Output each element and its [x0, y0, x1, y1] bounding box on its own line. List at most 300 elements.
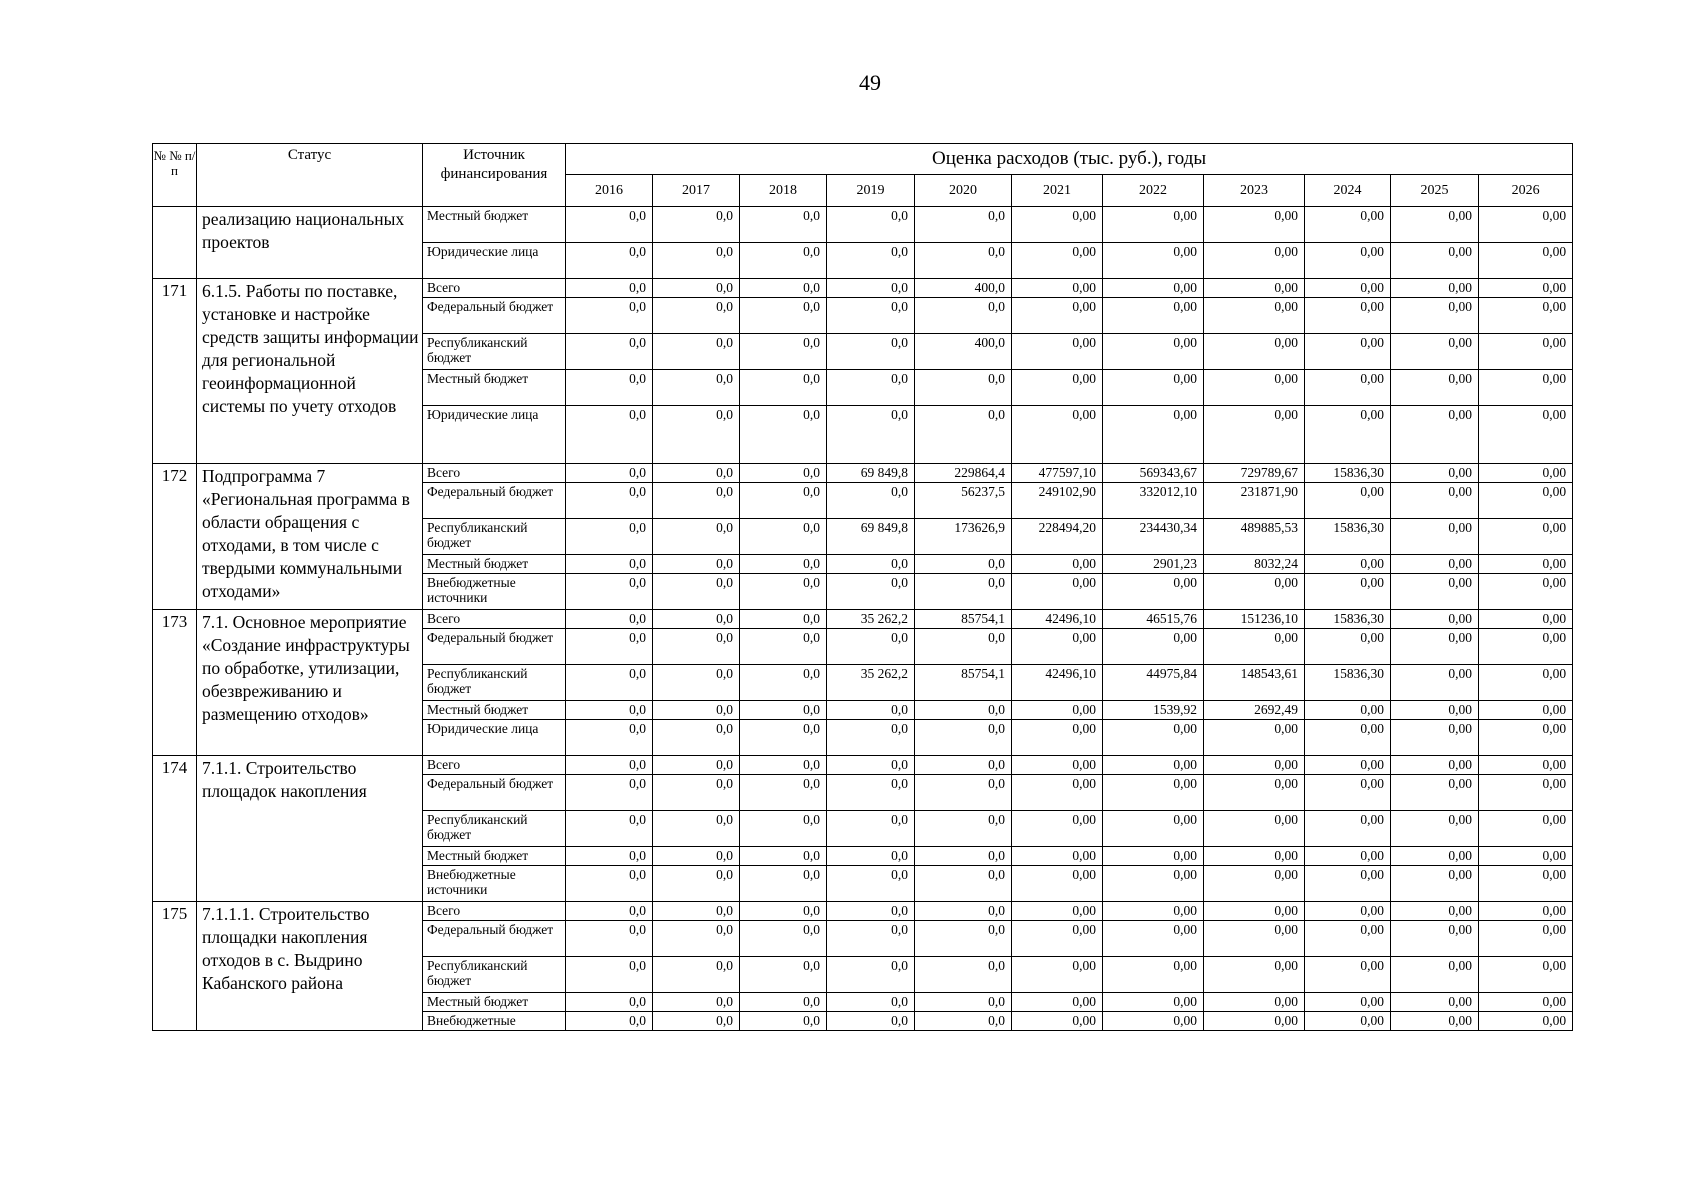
value-cell: 42496,10 [1012, 665, 1103, 701]
value-cell: 0,0 [653, 629, 740, 665]
value-cell: 0,00 [1391, 406, 1479, 464]
value-cell: 0,00 [1204, 957, 1305, 993]
value-cell: 0,00 [1305, 993, 1391, 1012]
table-row [153, 207, 1573, 243]
value-cell: 0,00 [1103, 298, 1204, 334]
value-cell: 0,0 [653, 701, 740, 720]
source-cell: Федеральный бюджет [423, 483, 566, 519]
header-source: Источник финансирования [423, 144, 566, 207]
value-cell: 0,00 [1305, 370, 1391, 406]
source-cell: Всего [423, 902, 566, 921]
table-row [153, 610, 1573, 629]
value-cell: 0,0 [653, 334, 740, 370]
value-cell: 0,00 [1391, 629, 1479, 665]
value-cell: 0,00 [1204, 298, 1305, 334]
value-cell: 0,00 [1479, 756, 1573, 775]
value-cell: 0,00 [1391, 847, 1479, 866]
value-cell: 0,0 [827, 993, 915, 1012]
value-cell: 0,00 [1012, 811, 1103, 847]
value-cell: 231871,90 [1204, 483, 1305, 519]
header-year: 2017 [653, 175, 740, 207]
row-number: 172 [153, 464, 197, 610]
source-cell: Республиканский бюджет [423, 334, 566, 370]
value-cell: 15836,30 [1305, 519, 1391, 555]
source-cell: Республиканский бюджет [423, 665, 566, 701]
value-cell: 0,00 [1204, 775, 1305, 811]
value-cell: 0,00 [1012, 921, 1103, 957]
value-cell: 0,00 [1305, 847, 1391, 866]
value-cell: 0,0 [566, 775, 653, 811]
source-cell: Федеральный бюджет [423, 298, 566, 334]
value-cell: 0,00 [1391, 519, 1479, 555]
value-cell: 0,0 [653, 243, 740, 279]
page-number: 49 [859, 70, 881, 95]
row-number: 174 [153, 756, 197, 902]
value-cell: 0,0 [566, 406, 653, 464]
status-cell: реализацию национальных проектов [197, 207, 423, 279]
value-cell: 0,00 [1305, 406, 1391, 464]
value-cell: 0,0 [740, 811, 827, 847]
value-cell: 0,00 [1103, 775, 1204, 811]
value-cell: 0,00 [1305, 720, 1391, 756]
value-cell: 0,00 [1305, 866, 1391, 902]
value-cell: 0,00 [1305, 298, 1391, 334]
value-cell: 0,0 [740, 243, 827, 279]
value-cell: 0,0 [566, 279, 653, 298]
value-cell: 0,00 [1479, 902, 1573, 921]
value-cell: 0,00 [1204, 334, 1305, 370]
source-cell: Всего [423, 756, 566, 775]
value-cell: 0,0 [740, 866, 827, 902]
value-cell: 477597,10 [1012, 464, 1103, 483]
value-cell: 0,0 [566, 298, 653, 334]
value-cell: 0,00 [1391, 866, 1479, 902]
value-cell: 0,00 [1204, 243, 1305, 279]
value-cell: 0,00 [1391, 279, 1479, 298]
source-cell: Внебюджетные [423, 1012, 566, 1031]
value-cell: 0,00 [1479, 207, 1573, 243]
value-cell: 0,00 [1305, 243, 1391, 279]
value-cell: 0,0 [915, 993, 1012, 1012]
value-cell: 0,0 [827, 629, 915, 665]
value-cell: 0,00 [1479, 483, 1573, 519]
value-cell: 0,00 [1103, 279, 1204, 298]
source-cell: Местный бюджет [423, 207, 566, 243]
value-cell: 0,0 [740, 665, 827, 701]
value-cell: 0,00 [1012, 406, 1103, 464]
value-cell: 0,00 [1204, 847, 1305, 866]
value-cell: 0,00 [1479, 775, 1573, 811]
value-cell: 0,00 [1391, 610, 1479, 629]
value-cell: 0,00 [1305, 334, 1391, 370]
value-cell: 0,00 [1103, 921, 1204, 957]
table-row [153, 902, 1573, 921]
value-cell: 0,00 [1479, 847, 1573, 866]
value-cell: 0,00 [1012, 555, 1103, 574]
value-cell: 0,00 [1479, 370, 1573, 406]
value-cell: 0,0 [740, 555, 827, 574]
value-cell: 0,00 [1479, 298, 1573, 334]
value-cell: 0,00 [1305, 483, 1391, 519]
value-cell: 0,00 [1204, 756, 1305, 775]
value-cell: 0,0 [566, 555, 653, 574]
value-cell: 0,0 [915, 298, 1012, 334]
value-cell: 0,0 [827, 483, 915, 519]
value-cell: 0,00 [1391, 902, 1479, 921]
value-cell: 2901,23 [1103, 555, 1204, 574]
header-expenses: Оценка расходов (тыс. руб.), годы [566, 144, 1573, 175]
value-cell: 0,0 [915, 406, 1012, 464]
value-cell: 0,0 [566, 921, 653, 957]
value-cell: 0,0 [827, 334, 915, 370]
value-cell: 0,0 [740, 298, 827, 334]
value-cell: 0,0 [653, 720, 740, 756]
value-cell: 0,0 [740, 756, 827, 775]
value-cell: 0,0 [740, 701, 827, 720]
value-cell: 42496,10 [1012, 610, 1103, 629]
row-number: 171 [153, 279, 197, 464]
value-cell: 0,0 [827, 902, 915, 921]
value-cell: 0,00 [1479, 243, 1573, 279]
value-cell: 0,0 [827, 701, 915, 720]
value-cell: 0,0 [740, 483, 827, 519]
value-cell: 0,00 [1391, 243, 1479, 279]
value-cell: 0,00 [1305, 811, 1391, 847]
value-cell: 0,0 [915, 921, 1012, 957]
value-cell: 0,0 [915, 1012, 1012, 1031]
value-cell: 0,00 [1479, 720, 1573, 756]
value-cell: 0,00 [1103, 902, 1204, 921]
header-year: 2024 [1305, 175, 1391, 207]
value-cell: 0,00 [1479, 665, 1573, 701]
status-cell: 7.1.1. Строительство площадок накопления [197, 756, 423, 902]
value-cell: 0,0 [915, 847, 1012, 866]
value-cell: 0,00 [1012, 279, 1103, 298]
value-cell: 0,0 [566, 243, 653, 279]
value-cell: 0,00 [1305, 629, 1391, 665]
status-cell: 7.1.1.1. Строительство площадки накопления отходов в с. Выдрино Кабанского района [197, 902, 423, 1031]
value-cell: 0,00 [1012, 902, 1103, 921]
header-year: 2025 [1391, 175, 1479, 207]
value-cell: 0,00 [1103, 1012, 1204, 1031]
row-number: 175 [153, 902, 197, 1031]
value-cell: 0,0 [740, 279, 827, 298]
value-cell: 0,0 [566, 993, 653, 1012]
value-cell: 0,0 [827, 298, 915, 334]
header-year: 2021 [1012, 175, 1103, 207]
table-row [153, 464, 1573, 483]
source-cell: Местный бюджет [423, 555, 566, 574]
value-cell: 0,00 [1103, 207, 1204, 243]
value-cell: 0,00 [1479, 574, 1573, 610]
source-cell: Внебюджетные источники [423, 574, 566, 610]
value-cell: 0,0 [915, 243, 1012, 279]
source-cell: Внебюджетные источники [423, 866, 566, 902]
value-cell: 0,0 [827, 279, 915, 298]
value-cell: 0,00 [1391, 464, 1479, 483]
value-cell: 0,00 [1204, 574, 1305, 610]
value-cell: 1539,92 [1103, 701, 1204, 720]
source-cell: Республиканский бюджет [423, 519, 566, 555]
status-cell: Подпрограмма 7 «Региональная программа в области обращения с отходами, в том числе с твердыми коммунальными отходами» [197, 464, 423, 610]
value-cell: 0,0 [566, 902, 653, 921]
header-year: 2020 [915, 175, 1012, 207]
value-cell: 0,0 [827, 775, 915, 811]
value-cell: 0,0 [566, 957, 653, 993]
value-cell: 0,00 [1103, 720, 1204, 756]
header-year: 2018 [740, 175, 827, 207]
header-number: № № п/п [153, 144, 197, 207]
value-cell: 46515,76 [1103, 610, 1204, 629]
value-cell: 0,0 [915, 775, 1012, 811]
value-cell: 0,0 [915, 902, 1012, 921]
value-cell: 0,00 [1103, 847, 1204, 866]
value-cell: 0,00 [1391, 811, 1479, 847]
value-cell: 85754,1 [915, 610, 1012, 629]
value-cell: 0,00 [1305, 555, 1391, 574]
value-cell: 0,0 [566, 701, 653, 720]
value-cell: 0,00 [1391, 921, 1479, 957]
value-cell: 0,00 [1012, 701, 1103, 720]
value-cell: 569343,67 [1103, 464, 1204, 483]
value-cell: 0,0 [653, 207, 740, 243]
header-year: 2023 [1204, 175, 1305, 207]
value-cell: 0,0 [653, 464, 740, 483]
value-cell: 0,00 [1305, 756, 1391, 775]
source-cell: Юридические лица [423, 243, 566, 279]
value-cell: 0,0 [566, 1012, 653, 1031]
value-cell: 0,00 [1305, 279, 1391, 298]
value-cell: 148543,61 [1204, 665, 1305, 701]
value-cell: 0,0 [653, 1012, 740, 1031]
value-cell: 0,0 [653, 555, 740, 574]
value-cell: 0,0 [740, 334, 827, 370]
value-cell: 0,00 [1204, 921, 1305, 957]
table-body [153, 207, 1573, 1031]
value-cell: 0,0 [915, 866, 1012, 902]
value-cell: 0,0 [740, 720, 827, 756]
source-cell: Всего [423, 279, 566, 298]
value-cell: 0,0 [915, 701, 1012, 720]
value-cell: 0,0 [566, 756, 653, 775]
value-cell: 0,0 [653, 483, 740, 519]
value-cell: 0,0 [827, 370, 915, 406]
value-cell: 0,00 [1391, 775, 1479, 811]
source-cell: Местный бюджет [423, 370, 566, 406]
value-cell: 0,0 [653, 811, 740, 847]
value-cell: 0,0 [653, 993, 740, 1012]
value-cell: 0,00 [1391, 701, 1479, 720]
value-cell: 729789,67 [1204, 464, 1305, 483]
value-cell: 0,0 [827, 921, 915, 957]
value-cell: 0,00 [1103, 370, 1204, 406]
value-cell: 0,0 [566, 207, 653, 243]
value-cell: 0,00 [1012, 720, 1103, 756]
value-cell: 0,00 [1204, 1012, 1305, 1031]
value-cell: 0,0 [653, 847, 740, 866]
value-cell: 0,00 [1391, 957, 1479, 993]
value-cell: 0,0 [740, 957, 827, 993]
value-cell: 0,0 [653, 866, 740, 902]
value-cell: 0,0 [740, 574, 827, 610]
value-cell: 0,00 [1103, 574, 1204, 610]
value-cell: 0,0 [740, 921, 827, 957]
source-cell: Юридические лица [423, 406, 566, 464]
value-cell: 249102,90 [1012, 483, 1103, 519]
value-cell: 0,00 [1391, 574, 1479, 610]
value-cell: 0,00 [1391, 756, 1479, 775]
value-cell: 0,00 [1305, 1012, 1391, 1031]
value-cell: 0,0 [653, 519, 740, 555]
value-cell: 0,00 [1479, 610, 1573, 629]
value-cell: 0,0 [566, 720, 653, 756]
value-cell: 0,0 [566, 464, 653, 483]
value-cell: 0,0 [827, 207, 915, 243]
value-cell: 0,00 [1012, 756, 1103, 775]
value-cell: 0,0 [740, 847, 827, 866]
value-cell: 0,00 [1012, 334, 1103, 370]
source-cell: Республиканский бюджет [423, 957, 566, 993]
table-row [153, 756, 1573, 775]
value-cell: 0,0 [915, 720, 1012, 756]
value-cell: 0,0 [915, 629, 1012, 665]
value-cell: 0,0 [566, 866, 653, 902]
value-cell: 0,00 [1103, 629, 1204, 665]
source-cell: Местный бюджет [423, 847, 566, 866]
source-cell: Федеральный бюджет [423, 921, 566, 957]
source-cell: Республиканский бюджет [423, 811, 566, 847]
value-cell: 0,0 [740, 993, 827, 1012]
value-cell: 0,0 [653, 610, 740, 629]
header-year: 2022 [1103, 175, 1204, 207]
value-cell: 0,0 [915, 207, 1012, 243]
value-cell: 0,0 [566, 519, 653, 555]
value-cell: 0,00 [1479, 1012, 1573, 1031]
value-cell: 0,00 [1479, 519, 1573, 555]
value-cell: 0,0 [653, 298, 740, 334]
value-cell: 0,0 [915, 811, 1012, 847]
value-cell: 0,0 [566, 370, 653, 406]
value-cell: 0,00 [1103, 866, 1204, 902]
value-cell: 0,00 [1391, 483, 1479, 519]
value-cell: 0,00 [1479, 866, 1573, 902]
value-cell: 0,00 [1479, 811, 1573, 847]
value-cell: 0,00 [1012, 243, 1103, 279]
value-cell: 0,00 [1305, 902, 1391, 921]
row-number: 173 [153, 610, 197, 756]
value-cell: 0,00 [1204, 866, 1305, 902]
value-cell: 0,0 [740, 1012, 827, 1031]
value-cell: 0,00 [1012, 370, 1103, 406]
value-cell: 0,0 [827, 866, 915, 902]
value-cell: 15836,30 [1305, 464, 1391, 483]
value-cell: 228494,20 [1012, 519, 1103, 555]
value-cell: 0,00 [1012, 866, 1103, 902]
value-cell: 0,00 [1305, 701, 1391, 720]
value-cell: 332012,10 [1103, 483, 1204, 519]
value-cell: 0,00 [1305, 775, 1391, 811]
value-cell: 69 849,8 [827, 464, 915, 483]
value-cell: 234430,34 [1103, 519, 1204, 555]
value-cell: 0,0 [653, 756, 740, 775]
value-cell: 56237,5 [915, 483, 1012, 519]
value-cell: 0,00 [1204, 279, 1305, 298]
value-cell: 0,0 [566, 483, 653, 519]
header-year: 2016 [566, 175, 653, 207]
value-cell: 0,0 [653, 574, 740, 610]
value-cell: 0,00 [1479, 921, 1573, 957]
value-cell: 0,0 [827, 811, 915, 847]
value-cell: 0,00 [1103, 756, 1204, 775]
value-cell: 0,0 [827, 574, 915, 610]
value-cell: 0,00 [1391, 1012, 1479, 1031]
value-cell: 0,0 [915, 957, 1012, 993]
value-cell: 0,0 [915, 756, 1012, 775]
value-cell: 0,0 [915, 555, 1012, 574]
value-cell: 0,0 [740, 902, 827, 921]
value-cell: 0,0 [827, 243, 915, 279]
header-year: 2019 [827, 175, 915, 207]
value-cell: 0,0 [653, 406, 740, 464]
status-cell: 6.1.5. Работы по поставке, установке и настройке средств защиты информации для региональной геоинформационной системы по учету отходов [197, 279, 423, 464]
value-cell: 0,00 [1391, 334, 1479, 370]
table-row [153, 279, 1573, 298]
value-cell: 0,00 [1012, 574, 1103, 610]
value-cell: 0,00 [1204, 406, 1305, 464]
value-cell: 0,0 [653, 665, 740, 701]
value-cell: 0,00 [1479, 406, 1573, 464]
value-cell: 15836,30 [1305, 665, 1391, 701]
value-cell: 0,0 [566, 811, 653, 847]
value-cell: 0,00 [1479, 993, 1573, 1012]
value-cell: 0,0 [653, 957, 740, 993]
status-cell: 7.1. Основное мероприятие «Создание инфраструктуры по обработке, утилизации, обезвреживанию и размещению отходов» [197, 610, 423, 756]
value-cell: 0,00 [1305, 574, 1391, 610]
value-cell: 0,00 [1391, 993, 1479, 1012]
value-cell: 0,0 [566, 665, 653, 701]
value-cell: 0,00 [1103, 957, 1204, 993]
value-cell: 0,0 [566, 629, 653, 665]
value-cell: 44975,84 [1103, 665, 1204, 701]
value-cell: 0,00 [1479, 555, 1573, 574]
value-cell: 0,0 [653, 279, 740, 298]
value-cell: 0,00 [1012, 775, 1103, 811]
value-cell: 0,00 [1305, 921, 1391, 957]
value-cell: 35 262,2 [827, 610, 915, 629]
source-cell: Местный бюджет [423, 993, 566, 1012]
value-cell: 0,00 [1204, 993, 1305, 1012]
value-cell: 0,00 [1012, 957, 1103, 993]
value-cell: 0,00 [1103, 993, 1204, 1012]
value-cell: 0,00 [1305, 957, 1391, 993]
value-cell: 0,0 [827, 847, 915, 866]
value-cell: 0,0 [827, 1012, 915, 1031]
value-cell: 0,0 [827, 720, 915, 756]
source-cell: Всего [423, 464, 566, 483]
value-cell: 0,00 [1012, 1012, 1103, 1031]
value-cell: 0,00 [1479, 334, 1573, 370]
value-cell: 0,00 [1103, 243, 1204, 279]
source-cell: Местный бюджет [423, 701, 566, 720]
value-cell: 0,00 [1012, 847, 1103, 866]
value-cell: 0,00 [1479, 279, 1573, 298]
value-cell: 0,0 [653, 921, 740, 957]
value-cell: 400,0 [915, 279, 1012, 298]
value-cell: 0,0 [827, 957, 915, 993]
value-cell: 0,00 [1012, 298, 1103, 334]
value-cell: 15836,30 [1305, 610, 1391, 629]
value-cell: 0,00 [1204, 629, 1305, 665]
